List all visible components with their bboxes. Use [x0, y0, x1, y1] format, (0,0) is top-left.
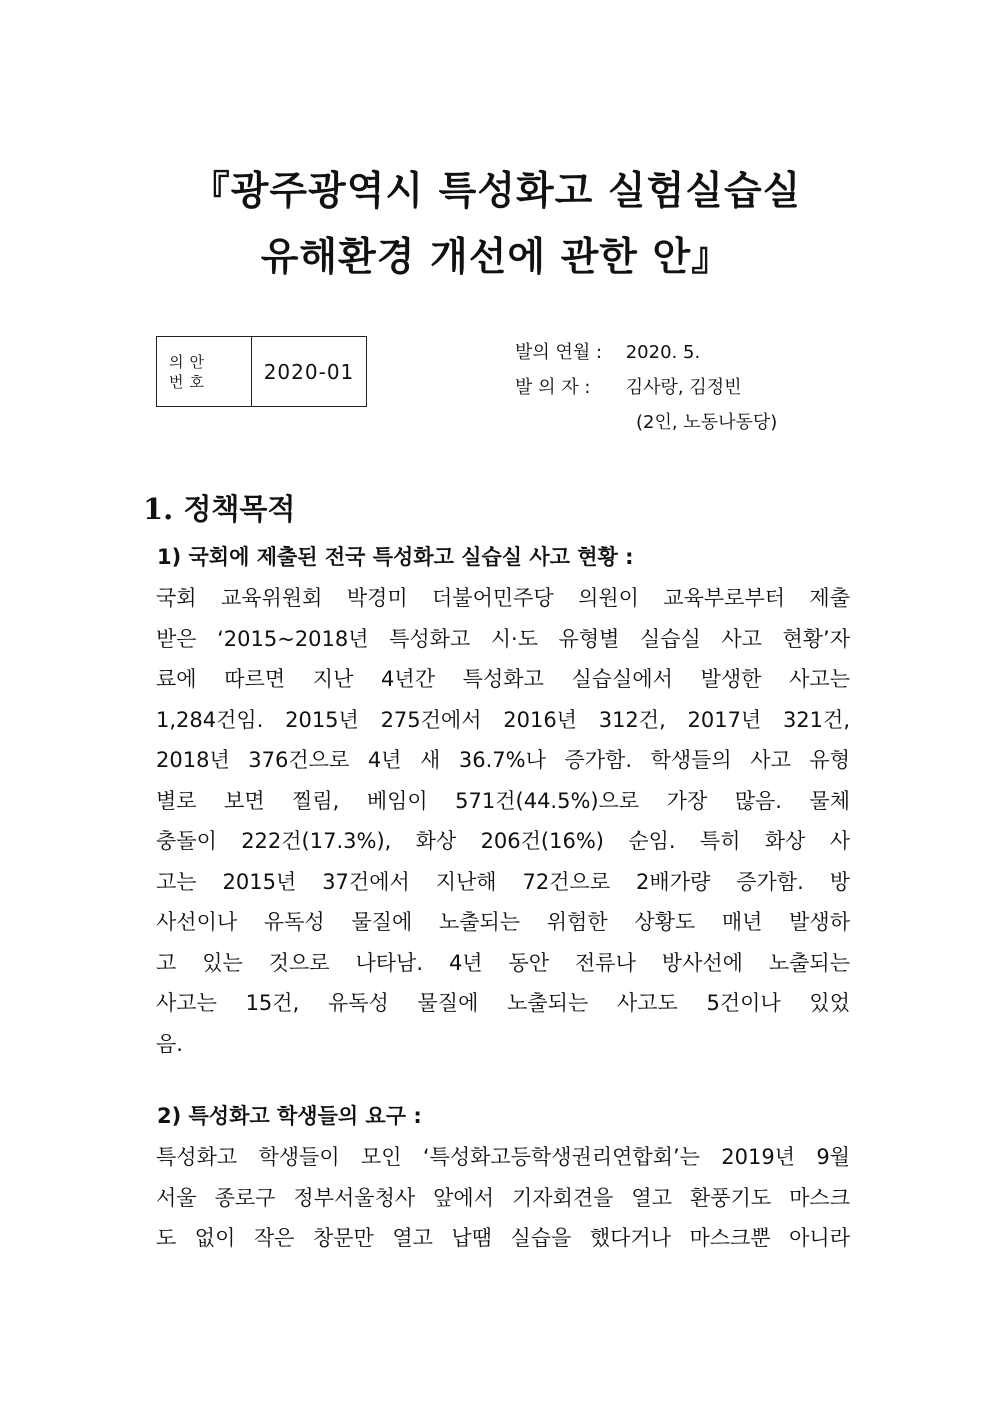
body-line: 충돌이 222건(17.3%), 화상 206건(16%) 순임. 특히 화상 사: [156, 829, 850, 853]
proposer-label: 발 의 자 :: [515, 377, 591, 398]
body-line: 도 없이 작은 창문만 열고 납땜 실습을 했다거나 마스크뿐 아니라: [156, 1226, 850, 1250]
proposal-date-value: 2020. 5.: [625, 342, 701, 363]
bill-id-label: [157, 337, 252, 406]
bill-id-box: [156, 336, 367, 407]
bill-id-label-line-1: 의안: [169, 352, 210, 371]
subsection-heading-1: 1) 국회에 제출된 전국 특성화고 실습실 사고 현황 :: [157, 545, 634, 569]
body-line: 고 있는 것으로 나타남. 4년 동안 전류나 방사선에 노출되는: [156, 950, 850, 975]
body-line: 고는 2015년 37건에서 지난해 72건으로 2배가량 증가함. 방: [156, 869, 850, 894]
proposer-note: (2인, 노동나동당): [636, 412, 778, 433]
body-line: 받은 ‘2015~2018년 특성화고 시·도 유형별 실습실 사고 현황’자: [156, 626, 850, 651]
proposal-date-label: 발의 연월 :: [515, 342, 603, 363]
body-line: 별로 보면 찔림, 베임이 571건(44.5%)으로 가장 많음. 물체: [156, 788, 850, 813]
subsection-heading-2: 2) 특성화고 학생들의 요구 :: [157, 1104, 422, 1128]
proposal-date: [515, 338, 700, 364]
document-title-line-2: 유해환경 개선에 관한 안』: [260, 235, 732, 280]
proposer-value: 김사랑, 김정빈: [625, 377, 742, 398]
body-line: 사선이나 유독성 물질에 노출되는 위험한 상황도 매년 발생하: [156, 910, 850, 934]
body-line: 국회 교육위원회 박경미 더불어민주당 의원이 교육부로부터 제출: [156, 586, 850, 610]
body-line: 2018년 376건으로 4년 새 36.7%나 증가함. 학생들의 사고 유형: [156, 748, 850, 772]
body-line: 사고는 15건, 유독성 물질에 노출되는 사고도 5건이나 있었: [156, 991, 850, 1015]
section-heading: 1. 정책목적: [143, 492, 296, 526]
proposer: [515, 373, 742, 399]
document-title-line-1: 『광주광역시 특성화고 실험실습실: [190, 169, 802, 214]
bill-id-label-line-2: 번호: [169, 372, 210, 391]
body-line: 1,284건임. 2015년 275건에서 2016년 312건, 2017년 321건,: [156, 707, 850, 732]
body-line: 특성화고 학생들이 모인 ‘특성화고등학생권리연합회’는 2019년 9월: [156, 1145, 850, 1169]
body-line: 료에 따르면 지난 4년간 특성화고 실습실에서 발생한 사고는: [156, 667, 850, 691]
body-line: 서울 종로구 정부서울청사 앞에서 기자회견을 열고 환풍기도 마스크: [156, 1185, 850, 1210]
subsection-2-body: [156, 1137, 850, 1259]
bill-id-value: 2020-01: [263, 359, 355, 384]
subsection-1-body: [156, 578, 850, 1064]
body-line: 음.: [156, 1031, 183, 1056]
